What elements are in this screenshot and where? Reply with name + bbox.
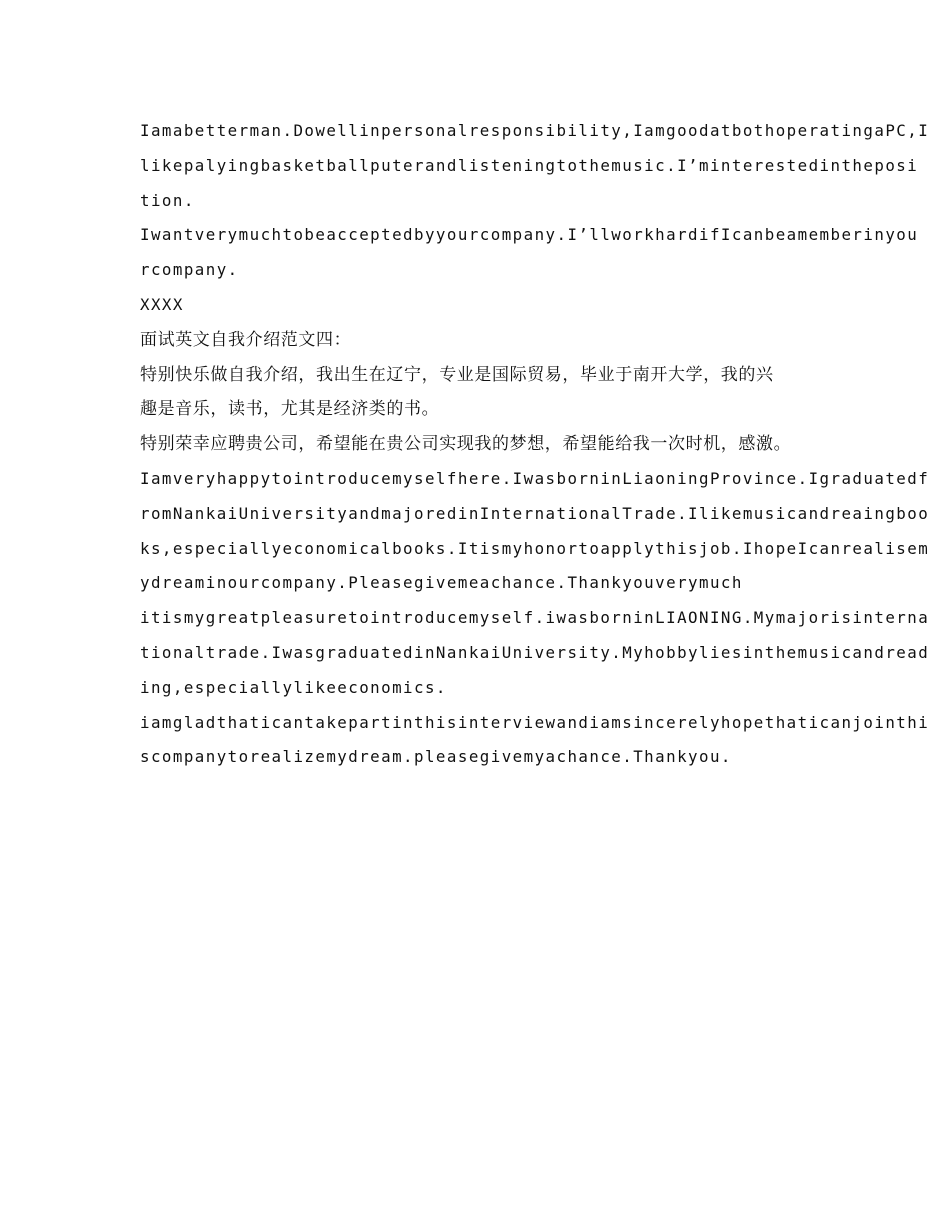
text-line: XXXX (140, 294, 184, 314)
text-line: 特别荣幸应聘贵公司，希望能在贵公司实现我的梦想，希望能给我一次时机，感激。 (140, 434, 792, 455)
text-line: scompanytorealizemydream.pleasegivemyachance.Thankyou. (140, 747, 732, 767)
text-line: iamgladthaticantakepartinthisinterviewandiamsincerelyhopethaticanjointhi (140, 712, 930, 732)
text-line: tionaltrade.IwasgraduatedinNankaiUniversity.Myhobbyliesinthemusicandread (140, 642, 930, 662)
text-line: Iamveryhappytointroducemyselfhere.IwasborninLiaoningProvince.Igraduatedf (140, 468, 930, 488)
section-heading: 面试英文自我介绍范文四： (140, 329, 352, 350)
document-body (140, 114, 930, 775)
text-line: likepalyingbasketballputerandlisteningtothemusic.I’minterestedintheposi (140, 155, 919, 175)
text-line: Iamabetterman.Dowellinpersonalresponsibility,IamgoodatbothoperatingaPC,I (140, 121, 930, 140)
text-line: 特别快乐做自我介绍，我出生在辽宁，专业是国际贸易，毕业于南开大学，我的兴 (140, 364, 774, 385)
text-line: romNankaiUniversityandmajoredinInternationalTrade.Ilikemusicandreaingboo (140, 503, 930, 523)
text-line: ing,especiallylikeeconomics. (140, 677, 447, 697)
text-line: ydreaminourcompany.Pleasegivemeachance.Thankyouverymuch (140, 573, 743, 593)
text-line: rcompany. (140, 260, 239, 280)
text-line: 趣是音乐，读书，尤其是经济类的书。 (140, 399, 440, 420)
text-line: tion. (140, 190, 195, 210)
text-line: itismygreatpleasuretointroducemyself.iwasborninLIAONING.Mymajorisinterna (140, 608, 930, 628)
text-line: ks,especiallyeconomicalbooks.Itismyhonortoapplythisjob.IhopeIcanrealisem (140, 538, 930, 558)
text-line: Iwantverymuchtobeacceptedbyyourcompany.I’llworkhardifIcanbeamemberinyou (140, 225, 919, 245)
